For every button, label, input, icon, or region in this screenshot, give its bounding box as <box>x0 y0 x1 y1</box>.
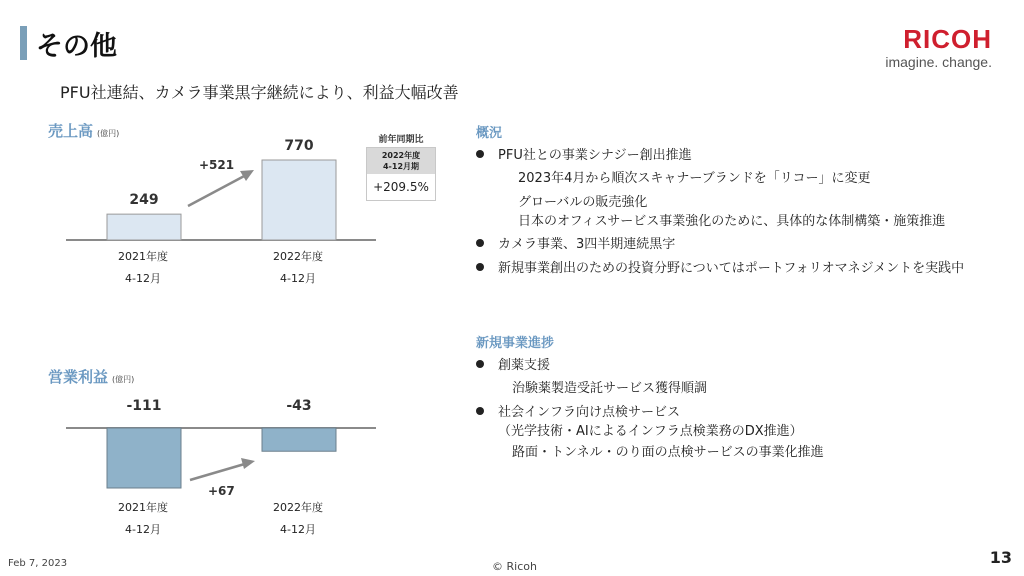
category-period: 4-12月 <box>280 523 316 536</box>
yoy-value: +209.5% <box>373 180 429 194</box>
bullet-dot-icon <box>476 239 484 247</box>
category-year: 2022年度 <box>273 250 323 263</box>
profit-chart-label: 営業利益 <box>48 368 109 386</box>
yoy-period <box>367 148 435 174</box>
page-title: その他 <box>36 31 117 62</box>
sales-delta-label: +521 <box>199 158 235 172</box>
category-period: 4-12月 <box>125 272 161 285</box>
progress-sub-1: 治験薬製造受託サービス獲得順調 <box>512 381 708 396</box>
category-year: 2022年度 <box>273 501 323 514</box>
progress-sub-note: （光学技術・AIによるインフラ点検業務のDX推進） <box>498 424 803 439</box>
bullet-text: PFU社との事業シナジー創出推進 <box>498 148 692 163</box>
category-period: 4-12月 <box>280 272 316 285</box>
footer-date: Feb 7, 2023 <box>8 558 68 569</box>
yoy-period-line2: 4-12月期 <box>382 162 420 171</box>
overview-sub-3: 日本のオフィスサービス事業強化のために、具体的な体制構築・施策推進 <box>518 214 946 229</box>
yoy-heading: 前年同期比 <box>378 135 424 145</box>
bullet-text: カメラ事業、3四半期連続黒字 <box>498 237 676 252</box>
profit-chart-unit: (億円) <box>112 375 135 384</box>
progress-heading: 新規事業進捗 <box>476 336 555 351</box>
profit-delta-arrowhead <box>241 458 255 469</box>
sales-chart-unit: (億円) <box>97 129 120 138</box>
sales-value-label-2022: 770 <box>284 138 314 154</box>
overview-sub-2: グローバルの販売強化 <box>518 195 648 210</box>
profit-value-label-2022: -43 <box>286 398 312 414</box>
progress-sub-2: 路面・トンネル・のり面の点検サービスの事業化推進 <box>512 445 824 460</box>
bullet-text: 創薬支援 <box>498 358 551 373</box>
profit-bar-0 <box>107 428 181 488</box>
progress-bullet-2 <box>476 403 680 422</box>
sales-value-label-2021: 249 <box>129 192 159 209</box>
overview-bullet-1 <box>476 146 692 165</box>
profit-delta-label: +67 <box>208 484 235 498</box>
logo-tagline: imagine. change. <box>885 54 992 70</box>
profit-delta-arrow <box>190 463 248 480</box>
category-period: 4-12月 <box>125 523 161 536</box>
overview-sub-1: 2023年4月から順次スキャナーブランドを「リコー」に変更 <box>518 171 871 186</box>
yoy-box <box>366 147 436 201</box>
category-year: 2021年度 <box>118 250 168 263</box>
profit-category-2022 <box>253 497 343 541</box>
sales-chart-label: 売上高 <box>48 122 94 140</box>
overview-bullet-3 <box>476 259 964 278</box>
sales-category-2021 <box>98 246 188 290</box>
sales-category-2022 <box>253 246 343 290</box>
sales-delta-arrowhead <box>240 170 254 181</box>
yoy-period-line1: 2022年度 <box>381 151 421 160</box>
profit-value-label-2021: -111 <box>126 398 162 414</box>
profit-chart-title <box>48 366 134 387</box>
category-year: 2021年度 <box>118 501 168 514</box>
bullet-dot-icon <box>476 407 484 415</box>
sales-bar-0 <box>107 214 181 240</box>
bullet-dot-icon <box>476 263 484 271</box>
bullet-dot-icon <box>476 360 484 368</box>
sales-delta-arrow <box>188 174 248 206</box>
overview-heading: 概況 <box>476 126 503 141</box>
overview-bullet-2 <box>476 235 675 254</box>
operating-profit-chart <box>66 428 376 488</box>
logo-wordmark: RICOH <box>903 24 992 54</box>
bullet-text: 新規事業創出のための投資分野についてはポートフォリオマネジメントを実践中 <box>498 261 965 276</box>
profit-category-2021 <box>98 497 188 541</box>
page-number: 13 <box>989 548 1012 567</box>
progress-bullet-1 <box>476 356 550 375</box>
footer-copyright: © Ricoh <box>492 560 537 573</box>
bullet-text: 社会インフラ向け点検サービス <box>498 405 681 420</box>
profit-bar-1 <box>262 428 336 451</box>
sales-bar-1 <box>262 160 336 240</box>
bullet-dot-icon <box>476 150 484 158</box>
page-subtitle: PFU社連結、カメラ事業黒字継続により、利益大幅改善 <box>60 83 459 102</box>
